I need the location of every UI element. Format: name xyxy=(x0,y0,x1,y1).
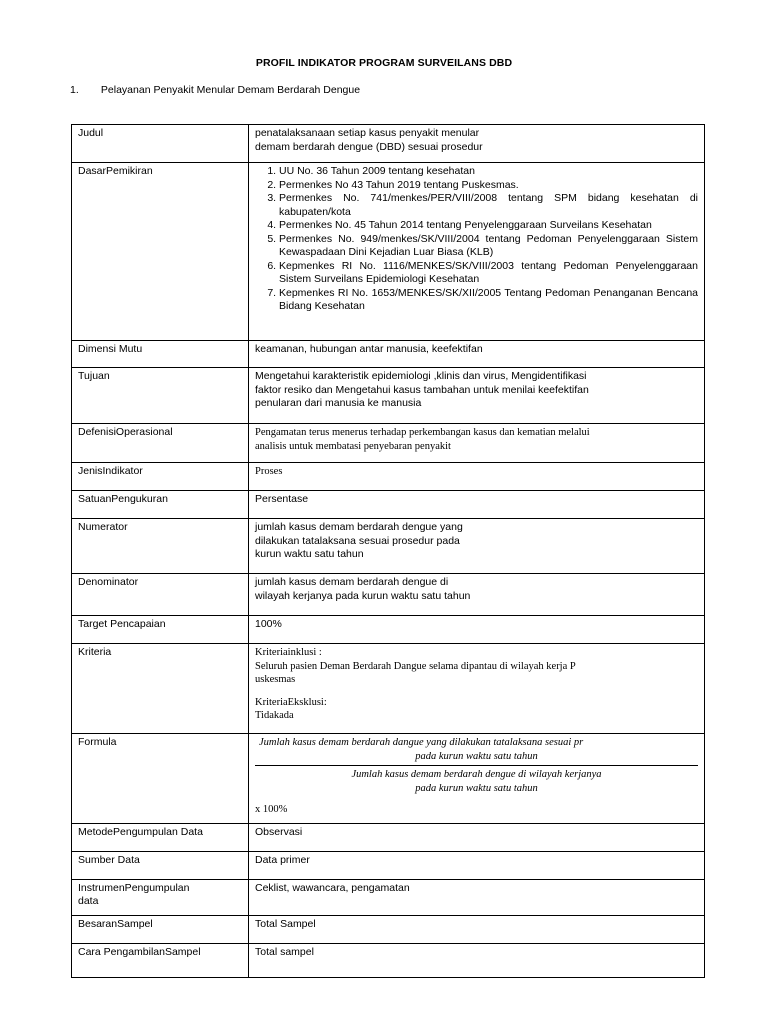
value-judul xyxy=(249,125,705,163)
value-besaran-sampel: Total Sampel xyxy=(249,915,705,943)
value-sumber-data: Data primer xyxy=(249,851,705,879)
numerator-line: jumlah kasus demam berdarah dengue yang xyxy=(255,521,463,533)
row-kriteria xyxy=(72,644,705,734)
value-numerator xyxy=(249,519,705,574)
formula-multiplier: x 100% xyxy=(255,804,288,815)
eksklusi-value: Tidakada xyxy=(255,710,294,721)
definisi-line: Pengamatan terus menerus terhadap perkembangan kasus dan kematian melalui xyxy=(255,427,590,438)
value-dasar-pemikiran xyxy=(249,163,705,341)
page-title: PROFIL INDIKATOR PROGRAM SURVEILANS DBD xyxy=(255,57,513,69)
eksklusi-label: KriteriaEksklusi: xyxy=(255,696,327,708)
row-cara-pengambilan xyxy=(72,943,705,977)
row-tujuan xyxy=(72,368,705,424)
row-sumber-data xyxy=(72,851,705,879)
label-target-pencapaian: Target Pencapaian xyxy=(72,616,249,644)
tujuan-line: faktor resiko dan Mengetahui kasus tambahan untuk menilai keefektifan xyxy=(255,383,589,396)
formula-denominator xyxy=(255,768,698,795)
label-dasar-pemikiran: DasarPemikiran xyxy=(72,163,249,341)
row-dimensi-mutu xyxy=(72,341,705,368)
section-title: Pelayanan Penyakit Menular Demam Berdarah Dengue xyxy=(100,84,361,96)
judul-line: demam berdarah dengue (DBD) sesuai prosedur xyxy=(255,140,483,153)
label-satuan-pengukuran: SatuanPengukuran xyxy=(72,491,249,519)
label-sumber-data: Sumber Data xyxy=(72,851,249,879)
dasar-item: 5. Permenkes No. 949/menkes/SK/VIII/2004 tentang Pedoman Penyelenggaraan Sistem Kewaspadaan Dini Kejadian Luar Biasa (KLB) xyxy=(279,233,698,260)
value-cara-pengambilan: Total sampel xyxy=(249,943,705,977)
dasar-item: 3. Permenkes No. 741/menkes/PER/VIII/2008 tentang SPM bidang kesehatan di kabupaten/kota xyxy=(279,192,698,219)
definisi-line: analisis untuk membatasi penyebaran penyakit xyxy=(255,440,451,452)
label-besaran-sampel: BesaranSampel xyxy=(72,915,249,943)
label-jenis-indikator: JenisIndikator xyxy=(72,463,249,491)
formula-numerator xyxy=(255,736,698,763)
dasar-item: 4. Permenkes No. 45 Tahun 2014 tentang Penyelenggaraan Surveilans Kesehatan xyxy=(279,219,698,233)
denominator-line: wilayah kerjanya pada kurun waktu satu tahun xyxy=(255,589,471,602)
value-kriteria xyxy=(249,644,705,734)
row-definisi-operasional xyxy=(72,424,705,463)
dasar-item: 6. Kepmenkes RI No. 1116/MENKES/SK/VIII/2003 tentang Pedoman Penyelenggaraan Sistem Surveilans Epidemiologi Kesehatan xyxy=(279,260,698,287)
label-metode: MetodePengumpulan Data xyxy=(72,823,249,851)
judul-line: penatalaksanaan setiap kasus penyakit menular xyxy=(255,127,480,139)
label-cara-pengambilan: Cara PengambilanSampel xyxy=(72,943,249,977)
value-metode: Observasi xyxy=(249,823,705,851)
numerator-line: kurun waktu satu tahun xyxy=(255,548,364,560)
label-kriteria: Kriteria xyxy=(72,644,249,734)
value-jenis-indikator: Proses xyxy=(249,463,705,491)
value-tujuan xyxy=(249,368,705,424)
dasar-item: 1. UU No. 36 Tahun 2009 tentang kesehatan xyxy=(279,165,698,179)
row-target-pencapaian xyxy=(72,616,705,644)
dasar-list xyxy=(255,165,698,314)
label-tujuan: Tujuan xyxy=(72,368,249,424)
label-formula: Formula xyxy=(72,734,249,824)
formula-den-line2: pada kurun waktu satu tahun xyxy=(415,782,538,794)
label-denominator: Denominator xyxy=(72,574,249,616)
value-denominator xyxy=(249,574,705,616)
row-besaran-sampel xyxy=(72,915,705,943)
value-target-pencapaian: 100% xyxy=(249,616,705,644)
row-formula xyxy=(72,734,705,824)
inklusi-line: uskesmas xyxy=(255,674,296,685)
value-satuan-pengukuran: Persentase xyxy=(249,491,705,519)
value-definisi-operasional xyxy=(249,424,705,463)
row-jenis-indikator xyxy=(72,463,705,491)
dasar-item: 2. Permenkes No 43 Tahun 2019 tentang Puskesmas. xyxy=(279,179,698,193)
indicator-table xyxy=(71,124,705,978)
label-dimensi-mutu: Dimensi Mutu xyxy=(72,341,249,368)
inklusi-label: Kriteriainklusi : xyxy=(255,647,322,658)
denominator-line: jumlah kasus demam berdarah dengue di xyxy=(255,576,449,588)
row-metode xyxy=(72,823,705,851)
inklusi-line: Seluruh pasien Deman Berdarah Dangue selama dipantau di wilayah kerja P xyxy=(255,660,576,672)
row-instrumen xyxy=(72,879,705,915)
formula-num-line2: pada kurun waktu satu tahun xyxy=(415,750,538,762)
label-definisi-operasional: DefenisiOperasional xyxy=(72,424,249,463)
row-dasar-pemikiran xyxy=(72,163,705,341)
section-heading xyxy=(70,84,360,96)
row-satuan-pengukuran xyxy=(72,491,705,519)
value-dimensi-mutu: keamanan, hubungan antar manusia, keefektifan xyxy=(249,341,705,368)
value-formula xyxy=(249,734,705,824)
label-numerator: Numerator xyxy=(72,519,249,574)
tujuan-line: penularan dari manusia ke manusia xyxy=(255,397,422,409)
label-judul: Judul xyxy=(72,125,249,163)
instrumen-label-line: data xyxy=(78,895,99,907)
section-number: 1. xyxy=(70,84,79,96)
value-instrumen: Ceklist, wawancara, pengamatan xyxy=(249,879,705,915)
label-instrumen xyxy=(72,879,249,915)
instrumen-label-line: InstrumenPengumpulan xyxy=(78,881,190,894)
row-judul xyxy=(72,125,705,163)
numerator-line: dilakukan tatalaksana sesuai prosedur pada xyxy=(255,534,460,547)
dasar-item: 7. Kepmenkes RI No. 1653/MENKES/SK/XII/2005 Tentang Pedoman Penanganan Bencana Bidang Kesehatan xyxy=(279,287,698,314)
spacer xyxy=(255,687,698,696)
tujuan-line: Mengetahui karakteristik epidemiologi ,klinis dan virus, Mengidentifikasi xyxy=(255,370,587,382)
formula-den-line1: Jumlah kasus demam berdarah dengue di wilayah kerjanya xyxy=(351,769,602,780)
formula-num-line1: Jumlah kasus demam berdarah dangue yang dilakukan tatalaksana sesuai pr xyxy=(259,737,584,748)
fraction-bar xyxy=(255,765,698,766)
row-denominator xyxy=(72,574,705,616)
row-numerator xyxy=(72,519,705,574)
